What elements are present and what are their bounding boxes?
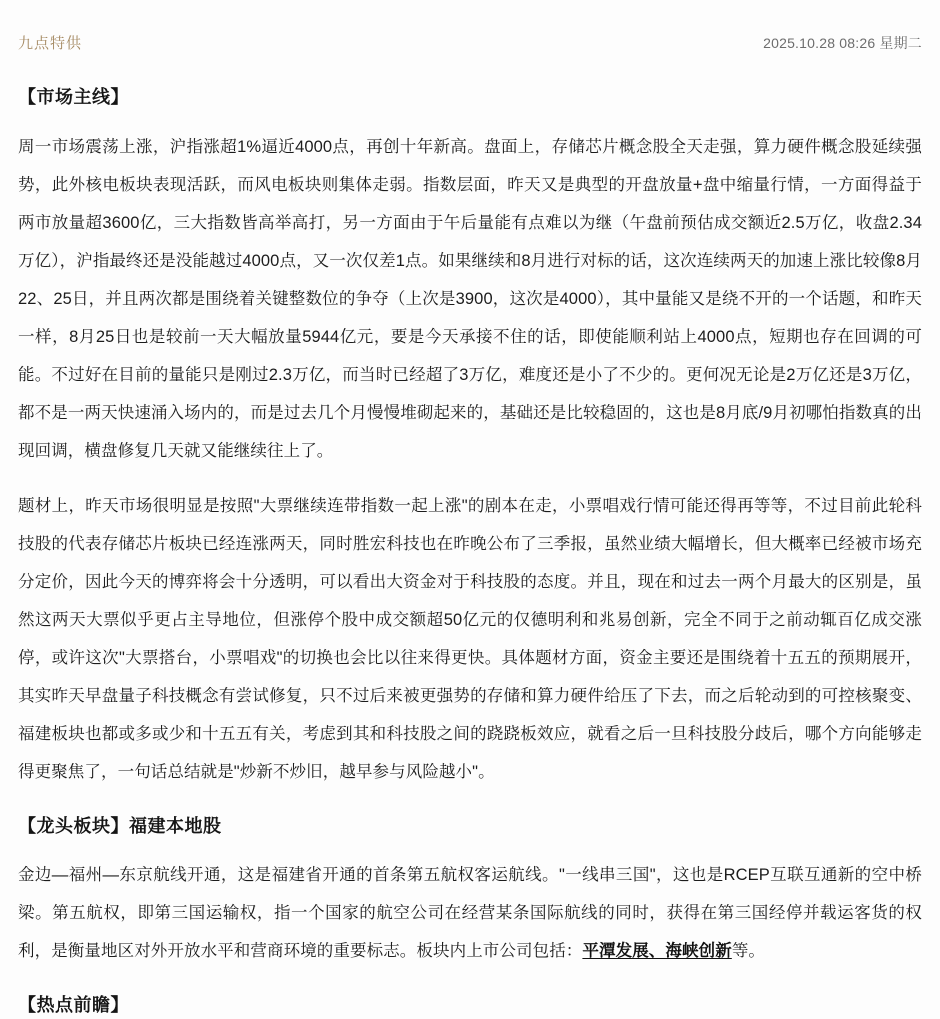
stock-links[interactable]: 平潭发展、海峡创新 [582, 942, 732, 960]
section-heading-leading-sector [18, 813, 922, 840]
paragraph-fujian-sector [18, 856, 922, 970]
paragraph-fujian-lead: 金边—福州—东京航线开通，这是福建省开通的首条第五航权客运航线。"一线串三国"，这也是RCEP互联互通新的空中桥梁。第五航权，即第三国运输权，指一个国家的航空公司在经营某条国际航线的同时，获得在第三国经停并载运客货的权利，是衡量地区对外开放水平和营商环境的重要标志。板块内上市公司包括： [18, 866, 922, 960]
document-header [18, 0, 922, 62]
section-heading-leading-sector-prefix: 【龙头板块】 [18, 816, 129, 836]
paragraph-market-themes: 题材上，昨天市场很明显是按照"大票继续连带指数一起上涨"的剧本在走，小票唱戏行情可能还得再等等，不过目前此轮科技股的代表存储芯片板块已经连涨两天，同时胜宏科技也在昨晚公布了三季报，虽然业绩大幅增长，但大概率已经被市场充分定价，因此今天的博弈将会十分透明，可以看出大资金对于科技股的态度。并且，现在和过去一两个月最大的区别是，虽然这两天大票似乎更占主导地位，但涨停个股中成交额超50亿元的仅德明利和兆易创新，完全不同于之前动辄百亿成交涨停，或许这次"大票搭台，小票唱戏"的切换也会比以往来得更快。具体题材方面，资金主要还是围绕着十五五的预期展开，其实昨天早盘量子科技概念有尝试修复，只不过后来被更强势的存储和算力硬件给压了下去，而之后轮动到的可控核聚变、福建板块也都或多或少和十五五有关，考虑到其和科技股之间的跷跷板效应，就看之后一旦科技股分歧后，哪个方向能够走得更聚焦了，一句话总结就是"炒新不炒旧，越早参与风险越小"。 [18, 497, 922, 781]
section-heading-hotspot-outlook: 【热点前瞻】 [18, 995, 129, 1015]
section-heading-leading-sector-suffix: 福建本地股 [129, 816, 222, 836]
paragraph-fujian-tail: 等。 [731, 942, 766, 960]
timestamp-label: 2025.10.28 08:26 星期二 [763, 35, 922, 51]
section-heading-market-mainline: 【市场主线】 [18, 87, 129, 107]
paragraph-market-overview: 周一市场震荡上涨，沪指涨超1%逼近4000点，再创十年新高。盘面上，存储芯片概念股全天走强，算力硬件概念股延续强势，此外核电板块表现活跃，而风电板块则集体走弱。指数层面，昨天又是典型的开盘放量+盘中缩量行情，一方面得益于两市放量超3600亿，三大指数皆高举高打，另一方面由于午后量能有点难以为继（午盘前预估成交额近2.5万亿，收盘2.34万亿），沪指最终还是没能越过4000点，又一次仅差1点。如果继续和8月进行对标的话，这次连续两天的加速上涨比较像8月22、25日，并且两次都是围绕着关键整数位的争夺（上次是3900，这次是4000），其中量能又是绕不开的一个话题，和昨天一样，8月25日也是较前一天大幅放量5944亿元，要是今天承接不住的话，即使能顺利站上4000点，短期也存在回调的可能。不过好在目前的量能只是刚过2.3万亿，而当时已经超了3万亿，难度还是小了不少的。更何况无论是2万亿还是3万亿，都不是一两天快速涌入场内的，而是过去几个月慢慢堆砌起来的，基础还是比较稳固的，这也是8月底/9月初哪怕指数真的出现回调，横盘修复几天就又能继续往上了。 [18, 138, 922, 460]
brand-label: 九点特供 [18, 35, 83, 52]
